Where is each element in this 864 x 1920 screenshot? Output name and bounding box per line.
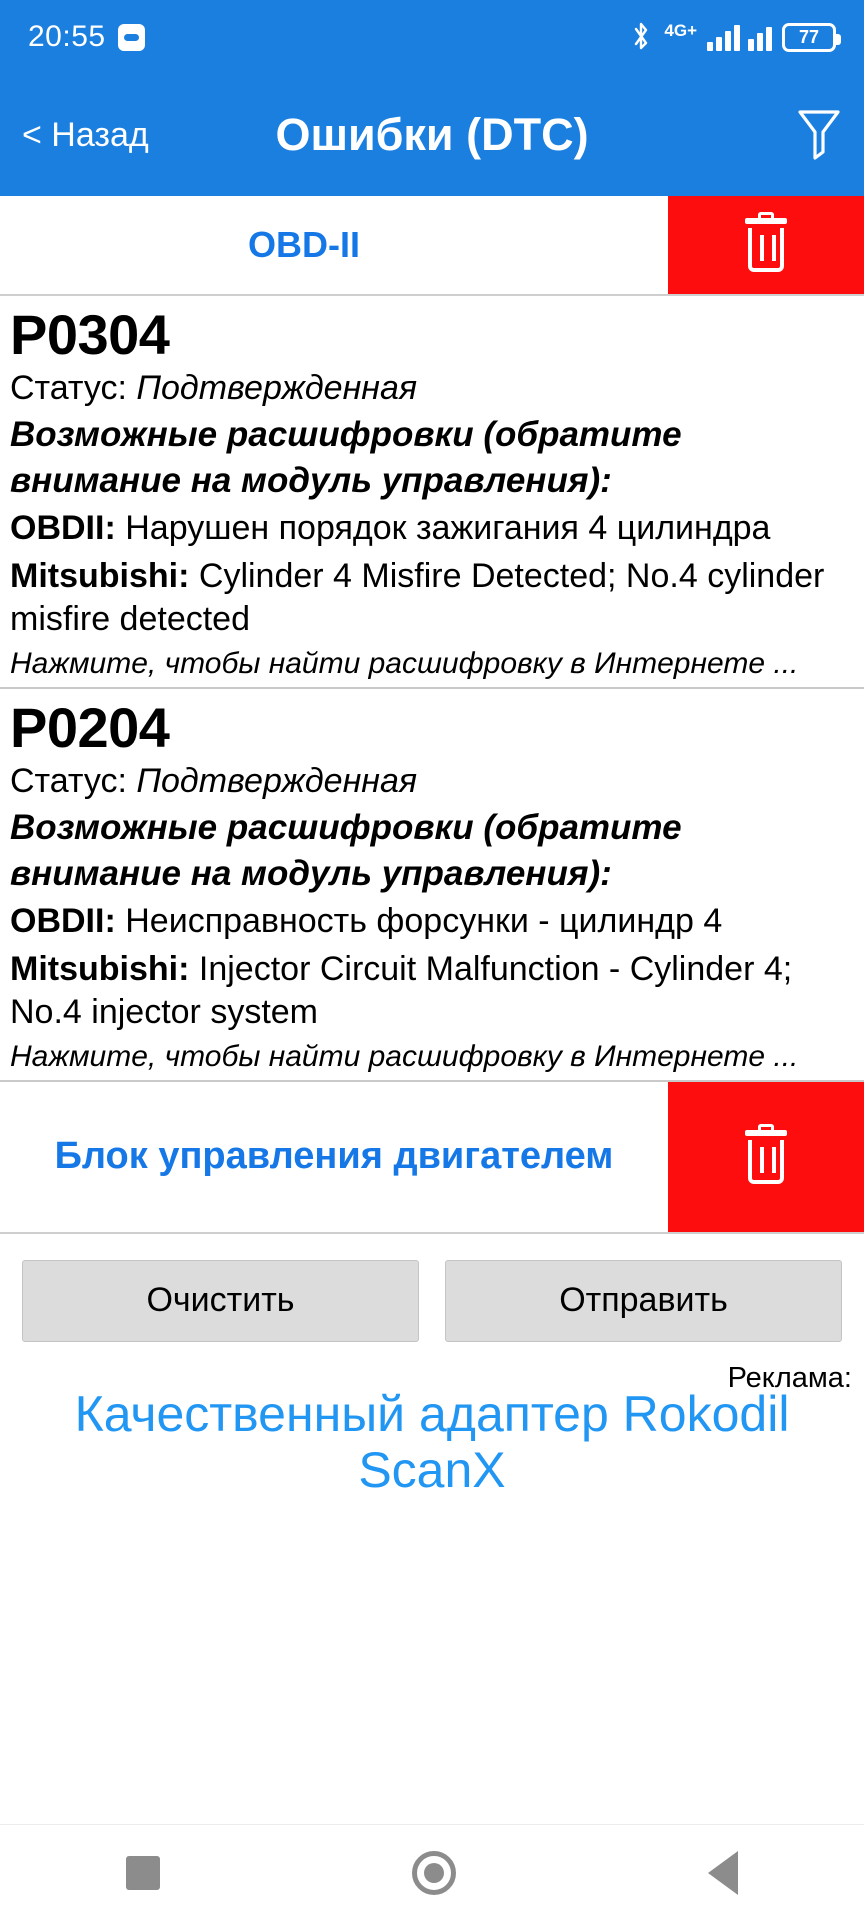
dtc-status bbox=[10, 760, 854, 804]
dtc-heading: Возможные расшифровки (обратите внимание на модуль управления): bbox=[10, 415, 682, 500]
recents-square-icon[interactable] bbox=[126, 1856, 160, 1890]
dtc-vendor-label: Mitsubishi: bbox=[10, 556, 190, 595]
clear-button[interactable]: Очистить bbox=[22, 1260, 419, 1342]
dtc-obdii-text: Нарушен порядок зажигания 4 цилиндра bbox=[125, 509, 771, 548]
module-row bbox=[0, 1082, 864, 1234]
delete-protocol-button[interactable] bbox=[668, 196, 864, 294]
dtc-code: P0304 bbox=[10, 303, 170, 366]
dtc-vendor-text: Injector Circuit Malfunction - Cylinder 4; No.4 injector system bbox=[10, 949, 793, 1032]
network-type-label: 4G+ bbox=[664, 20, 697, 40]
module-label[interactable]: Блок управления двигателем bbox=[54, 1134, 614, 1177]
dtc-vendor-line bbox=[10, 555, 854, 642]
ad-text[interactable]: Качественный адаптер Rokodil ScanX bbox=[74, 1385, 790, 1498]
dtc-status-value: Подтвержденная bbox=[136, 368, 418, 407]
dtc-obdii-label: OBDII: bbox=[10, 509, 116, 548]
filter-icon[interactable] bbox=[796, 106, 842, 165]
status-bar-left bbox=[28, 20, 145, 54]
system-navigation-bar bbox=[0, 1824, 864, 1920]
ad-label: Реклама: bbox=[727, 1361, 852, 1394]
dtc-heading: Возможные расшифровки (обратите внимание на модуль управления): bbox=[10, 808, 682, 893]
dtc-status-label: Статус: bbox=[10, 368, 127, 407]
delete-module-button[interactable] bbox=[668, 1082, 864, 1232]
battery-level-label: 77 bbox=[798, 27, 820, 47]
dtc-status-label: Статус: bbox=[10, 761, 127, 800]
dtc-obdii-line bbox=[10, 507, 854, 551]
back-triangle-icon[interactable] bbox=[708, 1851, 738, 1895]
dtc-vendor-label: Mitsubishi: bbox=[10, 949, 190, 988]
message-icon bbox=[118, 24, 145, 51]
dtc-vendor-text: Cylinder 4 Misfire Detected; No.4 cylinder misfire detected bbox=[10, 556, 825, 639]
dtc-status bbox=[10, 367, 854, 411]
page-title: Ошибки (DTC) bbox=[275, 109, 589, 160]
app-bar bbox=[0, 74, 864, 196]
dtc-item[interactable] bbox=[0, 689, 864, 1082]
bluetooth-icon bbox=[628, 21, 654, 53]
status-bar-right bbox=[628, 21, 836, 53]
send-button[interactable]: Отправить bbox=[445, 1260, 842, 1342]
signal-secondary-icon bbox=[748, 23, 772, 51]
dtc-status-value: Подтвержденная bbox=[136, 761, 418, 800]
network-indicator bbox=[664, 22, 697, 53]
signal-icon bbox=[707, 23, 740, 51]
dtc-item[interactable] bbox=[0, 296, 864, 689]
dtc-vendor-line bbox=[10, 948, 854, 1035]
ad-banner[interactable] bbox=[0, 1360, 864, 1824]
protocol-row bbox=[0, 196, 864, 296]
dtc-search-hint[interactable]: Нажмите, чтобы найти расшифровку в Интернете ... bbox=[10, 1039, 799, 1073]
protocol-label[interactable]: OBD-II bbox=[248, 224, 360, 265]
dtc-content bbox=[0, 196, 864, 1824]
status-time: 20:55 bbox=[28, 20, 106, 53]
trash-icon bbox=[743, 218, 789, 272]
status-bar bbox=[0, 0, 864, 74]
dtc-code: P0204 bbox=[10, 695, 170, 759]
dtc-obdii-text: Неисправность форсунки - цилиндр 4 bbox=[125, 902, 723, 941]
home-circle-icon[interactable] bbox=[412, 1851, 456, 1895]
dtc-obdii-line bbox=[10, 900, 854, 944]
dtc-obdii-label: OBDII: bbox=[10, 902, 116, 941]
action-row bbox=[0, 1234, 864, 1360]
back-button[interactable]: < Назад bbox=[22, 115, 149, 154]
battery-icon bbox=[782, 23, 836, 52]
dtc-search-hint[interactable]: Нажмите, чтобы найти расшифровку в Интернете ... bbox=[10, 646, 799, 680]
trash-icon bbox=[743, 1130, 789, 1184]
